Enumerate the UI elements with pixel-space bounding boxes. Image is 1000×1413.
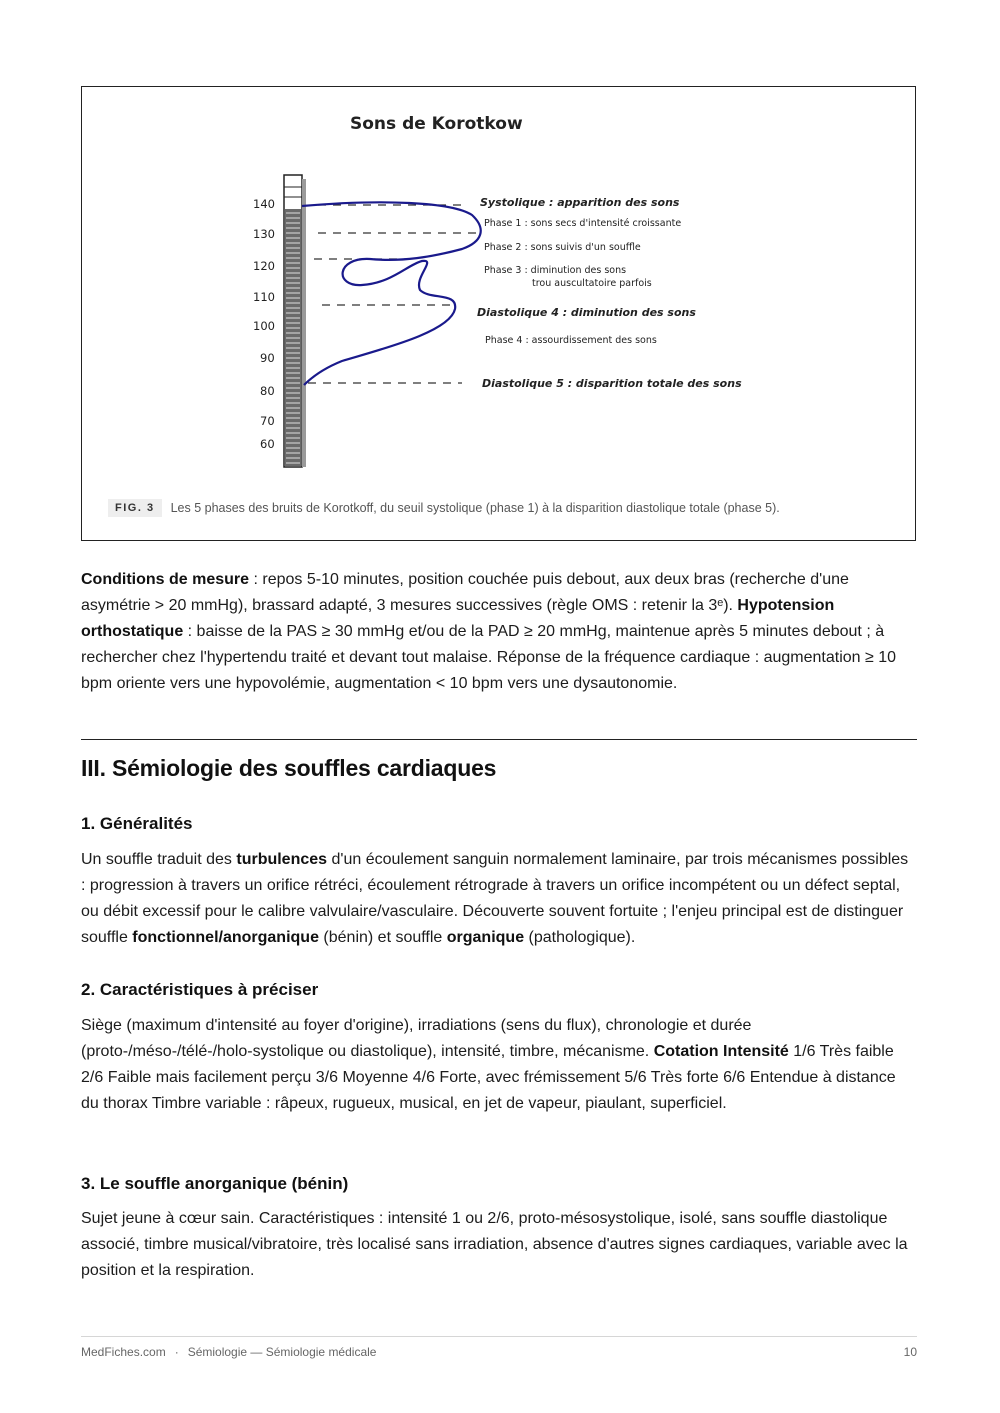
anorganique-paragraph: Sujet jeune à cœur sain. Caractéristiques : intensité 1 ou 2/6, proto-mésosystolique, isolé, sans souffle diastolique associé, timbre musical/vibratoire, très localisé sans irradiation, absence d'autres signes cardiaques, variable avec la position et la respiration. (81, 1210, 908, 1279)
tick-60: 60 (260, 437, 275, 451)
section-divider (81, 739, 917, 740)
annotation-diastolique-5: Diastolique 5 : disparition totale des sons (482, 377, 742, 390)
generalites-bold-3: organique (446, 929, 525, 946)
hypotension-label: Hypotension orthostatique (81, 597, 835, 640)
figure-caption (108, 499, 780, 517)
manometer-column (284, 175, 306, 467)
footer-divider (81, 1336, 917, 1337)
page-number: 10 (903, 1345, 917, 1359)
tick-110: 110 (253, 290, 275, 304)
korotkoff-figure (81, 86, 916, 541)
figure-tag: FIG. 3 (108, 499, 162, 517)
tick-70: 70 (260, 414, 275, 428)
sound-intensity-curve (302, 202, 481, 385)
tick-80: 80 (260, 384, 275, 398)
tick-100: 100 (253, 319, 275, 333)
footer (81, 1345, 376, 1359)
heading-caracteristiques: 2. Caractéristiques à préciser (81, 980, 319, 999)
annotation-diastolique-4: Diastolique 4 : diminution des sons (477, 306, 696, 319)
generalites-bold-1: turbulences (236, 851, 328, 868)
footer-section: Sémiologie — Sémiologie médicale (187, 1345, 377, 1359)
conditions-text: : repos 5-10 minutes, position couchée puis debout, aux deux bras (recherche d'une asymétrie > 20 mmHg), brassard adapté, 3 mesures successives (règle OMS : retenir la 3ᵉ). (81, 571, 849, 614)
section-title: III. Sémiologie des souffles cardiaques (81, 755, 497, 781)
footer-separator: · (174, 1345, 179, 1359)
figure-caption-text: Les 5 phases des bruits de Korotkoff, du seuil systolique (phase 1) à la disparition diastolique totale (phase 5). (170, 501, 780, 515)
annotation-phase-1: Phase 1 : sons secs d'intensité croissante (484, 218, 682, 229)
generalites-text-3: (bénin) et souffle (318, 929, 447, 946)
tick-90: 90 (260, 351, 275, 365)
heading-generalites: 1. Généralités (81, 814, 193, 833)
footer-site: MedFiches.com (81, 1345, 166, 1359)
phase-guide-lines (308, 205, 477, 383)
diagram-title: Sons de Korotkow (350, 114, 523, 134)
hypotension-text: : baisse de la PAS ≥ 30 mmHg et/ou de la PAD ≥ 20 mmHg, maintenue après 5 minutes debout ; à rechercher chez l'hypertendu traité et devant tout malaise. Réponse de la fréquence cardiaque : augmentation ≥ 10 bpm oriente vers une hypovolémie, augmentation < 10 bpm vers une dysautonomie. (81, 623, 897, 692)
generalites-bold-2: fonctionnel/anorganique (132, 929, 319, 946)
caracteristiques-text-2: 1/6 Très faible 2/6 Faible mais facilement perçu 3/6 Moyenne 4/6 Forte, avec frémissement 5/6 Très forte 6/6 Entendue à distance du thorax Timbre variable : râpeux, rugueux, musical, en jet de vapeur, piaulant, superficiel. (81, 1043, 896, 1112)
annotation-phase-3: Phase 3 : diminution des sons (484, 265, 627, 276)
annotation-systolique: Systolique : apparition des sons (480, 196, 680, 209)
korotkoff-diagram (82, 87, 917, 487)
tick-140: 140 (253, 197, 275, 211)
pressure-tick-labels (253, 197, 275, 451)
caracteristiques-paragraph (81, 1013, 917, 1117)
heading-anorganique: 3. Le souffle anorganique (bénin) (81, 1174, 349, 1193)
cotation-label: Cotation Intensité (653, 1043, 789, 1060)
annotation-phase-2: Phase 2 : sons suivis d'un souffle (484, 242, 641, 253)
tick-130: 130 (253, 227, 275, 241)
tick-120: 120 (253, 259, 275, 273)
caracteristiques-text-1: Siège (maximum d'intensité au foyer d'origine), irradiations (sens du flux), chronologie et durée (proto-/méso-/télé-/holo-systolique ou diastolique), intensité, timbre, mécanisme. (81, 1017, 752, 1060)
annotation-phase-3-note: trou auscultatoire parfois (532, 278, 652, 289)
generalites-text-1: Un souffle traduit des (81, 851, 237, 868)
generalites-text-4: (pathologique). (524, 929, 636, 946)
conditions-paragraph (81, 567, 917, 697)
conditions-label: Conditions de mesure (81, 571, 250, 588)
generalites-paragraph (81, 847, 917, 951)
annotation-phase-4: Phase 4 : assourdissement des sons (485, 335, 657, 346)
generalites-text-2: d'un écoulement sanguin normalement laminaire, par trois mécanismes possibles : progression à travers un orifice rétréci, écoulement rétrograde à travers un orifice incompétent ou un défect septal, ou débit excessif pour le calibre valvulaire/vasculaire. Découverte souvent fortuite ; l'enjeu principal est de distinguer souffle (81, 851, 909, 946)
